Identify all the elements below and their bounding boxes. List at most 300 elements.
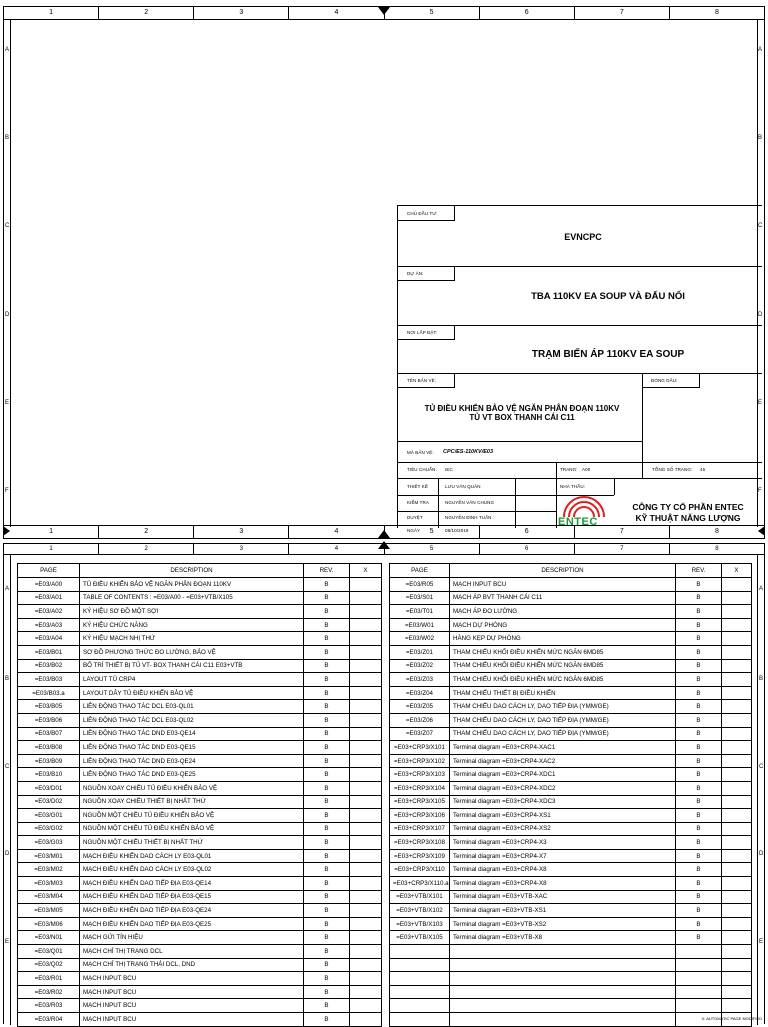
description-cell: MẠCH INPUT BCU (80, 1013, 304, 1027)
description-cell: KÝ HIỆU SƠ ĐỒ MỘT SỢI (80, 605, 304, 619)
description-cell: MẠCH ÁP ĐO LƯỜNG (450, 605, 676, 619)
toc-header-x: X (350, 564, 382, 578)
drawing-name-line2: TỦ VT BOX THANH CÁI C11 (469, 413, 575, 422)
table-row[interactable] (390, 863, 752, 877)
page-label: TRANG: (560, 467, 578, 472)
rev-cell (676, 945, 722, 959)
table-row[interactable] (18, 795, 382, 809)
page-value: A00 (582, 467, 591, 472)
page-cell: =E03/Z06 (390, 713, 450, 727)
description-cell (450, 945, 676, 959)
table-row[interactable] (390, 890, 752, 904)
description-cell: KÝ HIỆU MẠCH NHỊ THỨ (80, 632, 304, 646)
tcol-6: 6 (480, 544, 575, 554)
page-cell: =E03/B01 (18, 645, 80, 659)
page-cell: =E03+VTB/X101 (390, 890, 450, 904)
table-row[interactable] (390, 618, 752, 632)
drawing-name (402, 404, 642, 422)
page-cell: =E03+CRP3/X107 (390, 822, 450, 836)
tcol-1: 1 (4, 544, 99, 554)
rev-cell: B (676, 700, 722, 714)
row-d-left: D (5, 312, 10, 318)
row-e-left: E (5, 400, 10, 406)
check-label: KIỂM TRA (407, 500, 429, 505)
rev-cell: B (304, 809, 350, 823)
project-name: TBA 110KV EA SOUP VÀ ĐẤU NỐI (531, 291, 685, 302)
rev-cell: B (676, 645, 722, 659)
x-cell (722, 754, 752, 768)
rev-cell: B (304, 985, 350, 999)
page-cell: =E03/R02 (18, 985, 80, 999)
rev-cell: B (676, 931, 722, 945)
rev-cell: B (304, 822, 350, 836)
x-cell (350, 686, 382, 700)
table-row[interactable] (390, 836, 752, 850)
table-row[interactable] (390, 700, 752, 714)
toc-header-x: X (722, 564, 752, 578)
description-cell: MẠCH ĐIỀU KHIỂN DAO TIẾP ĐỊA E03-QE24 (80, 904, 304, 918)
description-cell: NGUỒN XOAY CHIỀU TỦ ĐIỀU KHIỂN BẢO VỆ (80, 781, 304, 795)
table-row[interactable] (18, 822, 382, 836)
rev-cell: B (304, 686, 350, 700)
description-cell: THAM CHIẾU DAO CÁCH LY, DAO TIẾP ĐỊA (YMM/GE) (450, 700, 676, 714)
table-row[interactable] (18, 632, 382, 646)
page-cell: =E03/M03 (18, 877, 80, 891)
x-cell (722, 659, 752, 673)
rev-cell (676, 972, 722, 986)
table-row[interactable] (390, 985, 752, 999)
x-cell (722, 972, 752, 986)
page-cell (390, 945, 450, 959)
rev-cell: B (676, 822, 722, 836)
page-cell: =E03/Z03 (390, 673, 450, 687)
rev-cell: B (304, 836, 350, 850)
table-row[interactable] (18, 863, 382, 877)
tcol-8: 8 (715, 546, 719, 552)
table-row[interactable] (390, 877, 752, 891)
page-cell: =E03+CRP3/X110 (390, 863, 450, 877)
page-cell: =E03/R03 (18, 999, 80, 1013)
toc-header-row (390, 564, 752, 578)
x-cell (722, 618, 752, 632)
description-cell: MẠCH INPUT BCU (80, 972, 304, 986)
standard-label: TIÊU CHUẨN: (407, 467, 437, 472)
table-row[interactable] (390, 741, 752, 755)
description-cell: THAM CHIẾU DAO CÁCH LY, DAO TIẾP ĐỊA (YMM/GE) (450, 727, 676, 741)
x-cell (350, 768, 382, 782)
table-row[interactable] (18, 945, 382, 959)
table-row[interactable] (18, 890, 382, 904)
x-cell (350, 822, 382, 836)
page-cell: =E03/G01 (18, 809, 80, 823)
table-row[interactable] (390, 578, 752, 592)
cover-sheet (3, 6, 765, 539)
x-cell (722, 890, 752, 904)
table-row[interactable] (390, 781, 752, 795)
x-cell (350, 931, 382, 945)
col-7-b: 7 (575, 526, 670, 538)
rev-cell: B (676, 673, 722, 687)
rev-cell: B (676, 795, 722, 809)
trow-a-left: A (5, 586, 10, 592)
col-3-b: 3 (194, 526, 289, 538)
description-cell: THAM CHIẾU KHỐI ĐIỀU KHIỂN MỨC NGĂN 6MD85 (450, 673, 676, 687)
trow-c-left: C (5, 764, 10, 770)
description-cell: THAM CHIẾU DAO CÁCH LY, DAO TIẾP ĐỊA (YMM/GE) (450, 713, 676, 727)
table-row[interactable] (18, 591, 382, 605)
toc-header-description: DESCRIPTION (450, 564, 676, 578)
page-cell: =E03/G02 (18, 822, 80, 836)
page-cell: =E03/Z07 (390, 727, 450, 741)
corner-marker-left (3, 526, 10, 536)
description-cell: LIÊN ĐỘNG THAO TÁC DND E03-QE24 (80, 754, 304, 768)
row-f-right: F (758, 488, 762, 494)
table-row[interactable] (390, 795, 752, 809)
rev-cell: B (304, 863, 350, 877)
company-name (618, 502, 758, 524)
col-7: 7 (575, 7, 670, 19)
table-row[interactable] (18, 917, 382, 931)
table-row[interactable] (390, 999, 752, 1013)
trow-a-right: A (759, 586, 764, 592)
table-row[interactable] (18, 958, 382, 972)
tcol-2: 2 (99, 544, 194, 554)
table-row[interactable] (18, 686, 382, 700)
rev-cell: B (304, 727, 350, 741)
rev-cell: B (304, 877, 350, 891)
x-cell (722, 822, 752, 836)
rev-cell: B (304, 931, 350, 945)
rev-cell: B (304, 754, 350, 768)
table-row[interactable] (390, 972, 752, 986)
col-4: 4 (289, 7, 384, 19)
description-cell: KÝ HIỆU CHỨC NĂNG (80, 618, 304, 632)
description-cell: THAM CHIẾU KHỐI ĐIỀU KHIỂN MỨC NGĂN 6MD85 (450, 645, 676, 659)
description-cell: THAM CHIẾU THIẾT BỊ ĐIỀU KHIỂN (450, 686, 676, 700)
table-row[interactable] (390, 809, 752, 823)
table-row[interactable] (390, 849, 752, 863)
table-row[interactable] (18, 578, 382, 592)
page-cell: =E03+VTB/X103 (390, 917, 450, 931)
rev-cell: B (676, 727, 722, 741)
col-5-b: 5 (385, 526, 480, 538)
x-cell (350, 836, 382, 850)
description-cell: MẠCH ÁP BVT THANH CÁI C11 (450, 591, 676, 605)
rev-cell: B (304, 645, 350, 659)
standard-value: IEC (445, 467, 453, 472)
page-cell: =E03/R01 (18, 972, 80, 986)
page-cell: =E03/Q01 (18, 945, 80, 959)
table-row[interactable] (18, 781, 382, 795)
rev-cell: B (676, 836, 722, 850)
description-cell: LIÊN ĐỘNG THAO TÁC DND E03-QE15 (80, 741, 304, 755)
table-row[interactable] (18, 645, 382, 659)
table-row[interactable] (18, 972, 382, 986)
x-cell (722, 809, 752, 823)
table-row[interactable] (390, 605, 752, 619)
x-cell (350, 700, 382, 714)
table-row[interactable] (18, 700, 382, 714)
toc-header-rev: REV. (676, 564, 722, 578)
description-cell: LIÊN ĐỘNG THAO TÁC DND E03-QE14 (80, 727, 304, 741)
page-cell: =E03/Z02 (390, 659, 450, 673)
rev-cell: B (304, 578, 350, 592)
x-cell (350, 632, 382, 646)
col-5: 5 (385, 7, 480, 19)
x-cell (350, 645, 382, 659)
rev-cell: B (304, 713, 350, 727)
table-row[interactable] (390, 754, 752, 768)
description-cell (450, 972, 676, 986)
trow-c-right: C (759, 764, 764, 770)
date-label: NGÀY (407, 528, 421, 533)
rev-cell: B (676, 713, 722, 727)
row-c-right: C (758, 223, 763, 229)
tcol-4: 4 (289, 544, 384, 554)
table-row[interactable] (18, 931, 382, 945)
x-cell (722, 904, 752, 918)
toc-header-row (18, 564, 382, 578)
x-cell (722, 985, 752, 999)
description-cell: MẠCH ĐIỀU KHIỂN DAO TIẾP ĐỊA E03-QE14 (80, 877, 304, 891)
x-cell (722, 700, 752, 714)
table-row[interactable] (18, 713, 382, 727)
x-cell (350, 591, 382, 605)
table-row[interactable] (390, 632, 752, 646)
row-b-right: B (758, 135, 763, 141)
drawing-code-label: MÃ BẢN VẼ: (407, 450, 434, 455)
description-cell: Terminal diagram =E03+CRP4-XAC1 (450, 741, 676, 755)
rev-cell: B (304, 958, 350, 972)
total-pages-value: 45 (700, 467, 706, 472)
footer-note: X: AUTOMATIC PAGE MODIFIED (701, 1016, 762, 1021)
rev-cell: B (676, 578, 722, 592)
row-b-left: B (5, 135, 10, 141)
rev-cell (676, 999, 722, 1013)
col-6-b: 6 (480, 526, 575, 538)
page-cell: =E03/A01 (18, 591, 80, 605)
table-row[interactable] (18, 768, 382, 782)
table-row[interactable] (390, 904, 752, 918)
table-row[interactable] (390, 673, 752, 687)
table-row[interactable] (390, 917, 752, 931)
description-cell: HÀNG KẸP DỰ PHÒNG (450, 632, 676, 646)
page-cell: =E03/B10 (18, 768, 80, 782)
owner-name: EVNCPC (564, 232, 602, 242)
table-row[interactable] (390, 822, 752, 836)
col-6: 6 (480, 7, 575, 19)
table-row[interactable] (18, 741, 382, 755)
x-cell (722, 673, 752, 687)
rev-cell: B (676, 618, 722, 632)
rev-cell (676, 958, 722, 972)
table-row[interactable] (18, 673, 382, 687)
rev-cell: B (676, 768, 722, 782)
page-cell: =E03/D02 (18, 795, 80, 809)
page-cell: =E03+CRP3/X106 (390, 809, 450, 823)
description-cell: MẠCH DỰ PHÒNG (450, 618, 676, 632)
description-cell: MẠCH ĐIỀU KHIỂN DAO CÁCH LY E03-QL02 (80, 863, 304, 877)
rev-cell: B (304, 904, 350, 918)
design-label: THIẾT KẾ (407, 484, 428, 489)
page-cell: =E03+CRP3/X109 (390, 849, 450, 863)
page-cell: =E03/B03 (18, 673, 80, 687)
page-cell: =E03+VTB/X102 (390, 904, 450, 918)
col-2: 2 (99, 7, 194, 19)
description-cell: NGUỒN XOAY CHIỀU THIẾT BỊ NHẤT THỨ (80, 795, 304, 809)
page-cell: =E03+CRP3/X104 (390, 781, 450, 795)
table-row[interactable] (18, 985, 382, 999)
description-cell: NGUỒN MỘT CHIỀU THIẾT BỊ NHẤT THỨ (80, 836, 304, 850)
description-cell: SƠ ĐỒ PHƯƠNG THỨC ĐO LƯỜNG, BẢO VỆ (80, 645, 304, 659)
rev-cell: B (676, 781, 722, 795)
table-row[interactable] (18, 754, 382, 768)
row-f-left: F (5, 488, 9, 494)
table-row[interactable] (18, 999, 382, 1013)
page-cell: =E03/A00 (18, 578, 80, 592)
table-row[interactable] (390, 645, 752, 659)
x-cell (722, 958, 752, 972)
drawing-name-line1: TỦ ĐIỀU KHIỂN BẢO VỆ NGĂN PHÂN ĐOẠN 110KV (424, 404, 620, 413)
x-cell (350, 945, 382, 959)
tcol-5: 5 (385, 544, 480, 554)
rev-cell: B (304, 741, 350, 755)
rev-cell: B (676, 591, 722, 605)
rev-cell: B (676, 605, 722, 619)
rev-cell: B (676, 863, 722, 877)
description-cell: MẠCH CHỈ THỊ TRẠNG DCL (80, 945, 304, 959)
x-cell (350, 795, 382, 809)
table-row[interactable] (18, 605, 382, 619)
toc-header-rev: REV. (304, 564, 350, 578)
description-cell: LIÊN ĐỘNG THAO TÁC DCL E03-QL02 (80, 713, 304, 727)
rev-cell: B (676, 904, 722, 918)
rev-cell: B (304, 768, 350, 782)
description-cell: MẠCH ĐIỀU KHIỂN DAO TIẾP ĐỊA E03-QE15 (80, 890, 304, 904)
page-cell (390, 999, 450, 1013)
description-cell: LAYOUT DÂY TỦ ĐIỀU KHIỂN BẢO VỆ (80, 686, 304, 700)
owner-label: CHỦ ĐẦU TƯ: (407, 211, 438, 216)
x-cell (722, 931, 752, 945)
row-c-left: C (5, 223, 10, 229)
trow-e-left: E (5, 939, 10, 945)
table-row[interactable] (18, 809, 382, 823)
page-cell: =E03+CRP3/X105 (390, 795, 450, 809)
company-line1: CÔNG TY CỔ PHẦN ENTEC (632, 502, 744, 512)
description-cell: MẠCH GỬI TÍN HIỆU (80, 931, 304, 945)
description-cell: THAM CHIẾU KHỐI ĐIỀU KHIỂN MỨC NGĂN 6MD85 (450, 659, 676, 673)
page-cell: =E03+VTB/X105 (390, 931, 450, 945)
page-cell: =E03/B09 (18, 754, 80, 768)
x-cell (350, 1013, 382, 1027)
page-cell: =E03/S01 (390, 591, 450, 605)
description-cell: BỐ TRÍ THIẾT BỊ TỦ VT- BOX THANH CÁI C11 E03+VTB (80, 659, 304, 673)
x-cell (350, 958, 382, 972)
table-row[interactable] (390, 931, 752, 945)
rev-cell: B (304, 781, 350, 795)
page-cell: =E03+CRP3/X110.a (390, 877, 450, 891)
project-label: DỰ ÁN: (407, 271, 424, 276)
table-row[interactable] (390, 1013, 752, 1027)
rev-cell: B (304, 659, 350, 673)
rev-cell: B (304, 999, 350, 1013)
x-cell (722, 781, 752, 795)
x-cell (722, 727, 752, 741)
table-row[interactable] (18, 1013, 382, 1027)
page-cell: =E03/B05 (18, 700, 80, 714)
x-cell (722, 632, 752, 646)
page-cell: =E03/N01 (18, 931, 80, 945)
x-cell (722, 605, 752, 619)
description-cell (450, 958, 676, 972)
description-cell: TABLE OF CONTENTS : =E03/A00 - =E03+VTB/X105 (80, 591, 304, 605)
rev-cell: B (676, 686, 722, 700)
table-row[interactable] (390, 768, 752, 782)
table-row[interactable] (18, 659, 382, 673)
table-row[interactable] (390, 591, 752, 605)
description-cell: Terminal diagram =E03+CRP4-X8 (450, 877, 676, 891)
row-d-right: D (758, 312, 763, 318)
table-row[interactable] (18, 727, 382, 741)
rev-cell: B (304, 795, 350, 809)
table-row[interactable] (390, 958, 752, 972)
table-row[interactable] (18, 904, 382, 918)
x-cell (722, 645, 752, 659)
table-row[interactable] (18, 877, 382, 891)
location-name: TRẠM BIẾN ÁP 110KV EA SOUP (531, 349, 685, 360)
description-cell: LAYOUT TỦ CRP4 (80, 673, 304, 687)
drawing-name-label: TÊN BẢN VẼ: (407, 378, 437, 383)
description-cell: Terminal diagram =E03+CRP4-X7 (450, 849, 676, 863)
toc-table-right (389, 563, 752, 1027)
total-pages-label: TỔNG SỐ TRANG: (652, 467, 693, 472)
designer-name: LƯU VĂN QUÂN (445, 484, 481, 489)
stamp-label: ĐÓNG DẤU: (651, 378, 678, 383)
page-cell: =E03+CRP3/X101 (390, 741, 450, 755)
rev-cell: B (304, 972, 350, 986)
x-cell (350, 673, 382, 687)
page-cell: =E03/A03 (18, 618, 80, 632)
table-row[interactable] (390, 659, 752, 673)
trow-e-right: E (759, 939, 764, 945)
table-row[interactable] (390, 713, 752, 727)
x-cell (350, 863, 382, 877)
table-row[interactable] (390, 686, 752, 700)
table-row[interactable] (18, 836, 382, 850)
toc-header-page: PAGE (18, 564, 80, 578)
page-cell: =E03/B03.a (18, 686, 80, 700)
page-cell: =E03/Z04 (390, 686, 450, 700)
table-row[interactable] (18, 849, 382, 863)
x-cell (350, 605, 382, 619)
title-block (397, 205, 762, 533)
x-cell (350, 904, 382, 918)
x-cell (722, 999, 752, 1013)
x-cell (350, 985, 382, 999)
rev-cell: B (676, 809, 722, 823)
table-row[interactable] (18, 618, 382, 632)
table-row[interactable] (390, 727, 752, 741)
rev-cell: B (304, 917, 350, 931)
description-cell: Terminal diagram =E03+VTB-XS1 (450, 904, 676, 918)
trow-d-right: D (759, 851, 764, 857)
rev-cell: B (304, 618, 350, 632)
description-cell: MẠCH INPUT BCU (80, 999, 304, 1013)
description-cell: Terminal diagram =E03+CRP4-XS1 (450, 809, 676, 823)
table-row[interactable] (390, 945, 752, 959)
rev-cell: B (304, 849, 350, 863)
page-cell: =E03/W01 (390, 618, 450, 632)
